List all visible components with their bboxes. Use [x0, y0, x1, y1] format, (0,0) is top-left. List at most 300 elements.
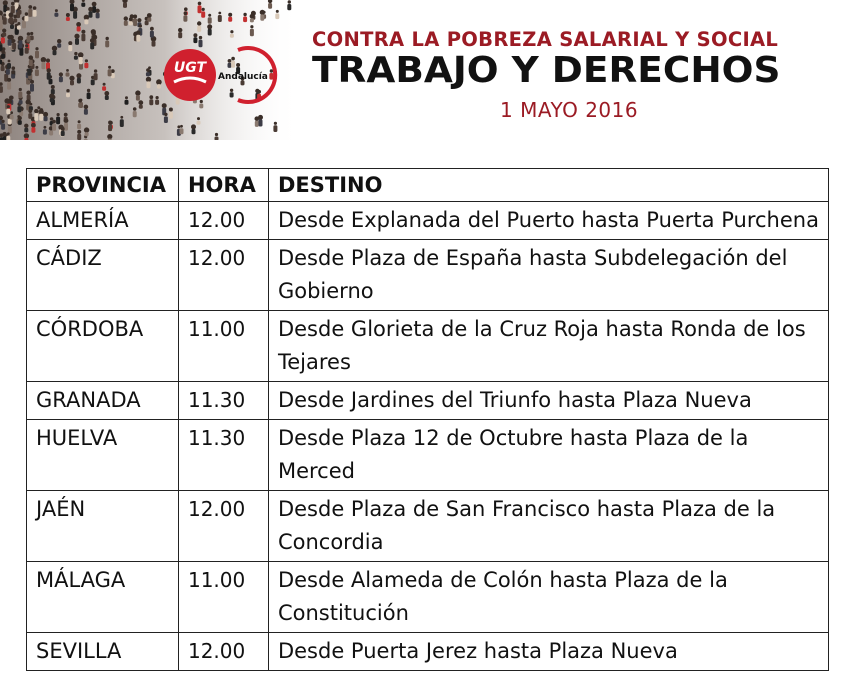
crowd-figure-head [78, 52, 84, 58]
crowd-figure-head [55, 9, 58, 12]
crowd-figure-head [250, 14, 255, 19]
crowd-figure-body [1, 123, 5, 129]
crowd-figure-head [198, 2, 202, 6]
crowd-figure-head [108, 121, 112, 125]
crowd-figure-head [59, 72, 63, 76]
crowd-figure-head [18, 116, 22, 120]
crowd-figure-body [287, 4, 291, 10]
crowd-figure-head [3, 14, 6, 17]
crowd-figure-head [258, 115, 263, 120]
crowd-figure-body [53, 50, 57, 55]
schedule-table [26, 168, 829, 671]
crowd-figure-body [94, 73, 98, 80]
cell-destino: Desde Puerta Jerez hasta Plaza Nueva [268, 633, 828, 671]
cell-provincia: MÁLAGA [27, 562, 179, 633]
crowd-figure-body [180, 128, 184, 134]
crowd-figure-body [152, 41, 156, 47]
crowd-figure-head [3, 0, 8, 5]
crowd-figure-body [27, 36, 31, 43]
crowd-figure-head [136, 30, 141, 35]
crowd-figure-head [44, 126, 47, 129]
header-banner [0, 0, 851, 140]
crowd-figure-body [197, 121, 201, 125]
header-date: 1 MAYO 2016 [500, 98, 639, 122]
cell-provincia: CÓRDOBA [27, 311, 179, 382]
crowd-figure-head [52, 46, 57, 51]
crowd-figure-head [288, 0, 291, 3]
crowd-figure-head [78, 120, 81, 123]
crowd-figure-head [52, 120, 56, 124]
crowd-figure-head [146, 77, 151, 82]
header-title: TRABAJO Y DERECHOS [312, 50, 781, 91]
crowd-figure-head [64, 113, 68, 117]
crowd-figure-head [202, 8, 205, 11]
cell-destino: Desde Plaza 12 de Octubre hasta Plaza de la Merced [268, 420, 828, 491]
crowd-figure-head [137, 18, 141, 22]
table-row [27, 420, 829, 491]
crowd-figure-body [77, 26, 81, 31]
crowd-figure-body [13, 18, 17, 22]
crowd-figure-body [0, 60, 2, 65]
crowd-figure-body [125, 100, 129, 105]
crowd-figure-head [164, 113, 167, 116]
crowd-figure-body [96, 13, 100, 19]
cell-destino: Desde Explanada del Puerto hasta Puerta Purchena [268, 202, 828, 240]
crowd-figure-body [273, 125, 277, 132]
crowd-figure-body [0, 23, 3, 30]
crowd-figure-body [11, 74, 15, 78]
crowd-figure-body [275, 13, 279, 19]
crowd-figure-head [133, 107, 137, 111]
crowd-figure-head [180, 125, 183, 128]
column-header-hora: HORA [178, 169, 268, 202]
cell-provincia: SEVILLA [27, 633, 179, 671]
crowd-figure-head [69, 76, 74, 81]
crowd-figure-head [1, 120, 4, 123]
ugt-logo [160, 44, 280, 106]
crowd-figure-body [84, 19, 88, 24]
crowd-figure-head [94, 69, 97, 72]
table-row [27, 311, 829, 382]
crowd-figure-head [103, 83, 106, 86]
crowd-figure-body [19, 40, 23, 48]
crowd-figure-head [74, 52, 77, 55]
crowd-figure-body [108, 69, 112, 76]
cell-hora: 12.00 [178, 491, 268, 562]
crowd-figure-head [11, 2, 15, 6]
crowd-figure-head [215, 133, 218, 136]
crowd-figure-body [1, 37, 5, 43]
crowd-figure-body [208, 29, 212, 36]
crowd-figure-head [156, 96, 159, 99]
crowd-figure-body [136, 95, 140, 101]
crowd-figure-body [139, 105, 143, 109]
crowd-figure-head [29, 55, 34, 60]
crowd-figure-head [7, 99, 12, 104]
crowd-figure-body [268, 3, 272, 9]
crowd-figure-body [57, 43, 61, 48]
crowd-figure-body [12, 43, 16, 50]
crowd-figure-head [177, 125, 180, 128]
crowd-figure-body [133, 111, 137, 117]
crowd-figure-head [218, 12, 221, 15]
crowd-figure-body [218, 15, 222, 22]
crowd-figure-head [193, 33, 197, 37]
crowd-figure-body [197, 26, 201, 32]
crowd-figure-body [24, 128, 28, 133]
logo-text: UGT [173, 60, 207, 76]
crowd-figure-body [30, 84, 34, 92]
crowd-figure-body [0, 86, 3, 93]
cell-hora: 11.30 [178, 420, 268, 491]
crowd-figure-head [135, 90, 140, 95]
crowd-figure-head [7, 105, 10, 108]
crowd-figure-head [197, 21, 201, 25]
crowd-figure-body [66, 72, 70, 76]
crowd-figure-body [19, 100, 23, 104]
crowd-figure-head [19, 88, 22, 91]
crowd-figure-head [6, 7, 9, 10]
crowd-figure-head [78, 99, 82, 103]
table-row [27, 633, 829, 671]
crowd-figure-head [178, 28, 182, 32]
header-subtitle: CONTRA LA POBREZA SALARIAL Y SOCIAL [312, 28, 779, 51]
crowd-figure-body [19, 48, 23, 56]
crowd-figure-body [49, 130, 53, 135]
crowd-figure-body [17, 26, 21, 30]
crowd-figure-head [146, 68, 150, 72]
crowd-figure-head [47, 68, 51, 72]
crowd-figure-head [31, 123, 36, 128]
crowd-figure-body [108, 125, 112, 132]
table-row [27, 562, 829, 633]
crowd-figure-body [7, 63, 11, 69]
crowd-figure-body [228, 17, 232, 22]
crowd-figure-body [105, 41, 109, 48]
column-header-destino: DESTINO [268, 169, 828, 202]
crowd-figure-head [18, 36, 23, 41]
crowd-figure-body [6, 69, 10, 75]
crowd-figure-body [10, 25, 14, 29]
table-row [27, 491, 829, 562]
crowd-figure-body [155, 100, 159, 105]
crowd-figure-body [89, 11, 93, 18]
crowd-figure-head [150, 27, 154, 31]
crowd-figure-head [34, 109, 38, 113]
crowd-figure-head [197, 117, 200, 120]
crowd-figure-head [85, 59, 88, 62]
crowd-figure-head [184, 11, 188, 15]
crowd-figure-head [199, 36, 202, 39]
crowd-figure-head [35, 66, 38, 69]
cell-hora: 11.00 [178, 311, 268, 382]
crowd-figure-body [102, 86, 106, 91]
crowd-figure-head [24, 124, 28, 128]
crowd-figure-body [91, 79, 95, 85]
crowd-figure-body [136, 35, 140, 42]
crowd-figure-body [90, 43, 94, 50]
table-row [27, 240, 829, 311]
crowd-figure-body [178, 32, 182, 38]
cell-destino: Desde Plaza de San Francisco hasta Plaza de la Concordia [268, 491, 828, 562]
crowd-figure-body [259, 119, 263, 126]
crowd-figure-body [24, 138, 28, 140]
crowd-figure-body [7, 82, 11, 90]
crowd-figure-head [276, 10, 279, 13]
crowd-figure-head [25, 44, 28, 47]
crowd-figure-body [146, 72, 150, 76]
crowd-figure-body [54, 13, 58, 17]
crowd-figure-body [70, 4, 74, 12]
crowd-figure-body [59, 77, 63, 83]
crowd-figure-body [208, 17, 212, 23]
crowd-figure-body [35, 51, 39, 59]
crowd-figure-body [39, 114, 43, 121]
crowd-figure-body [22, 21, 26, 29]
crowd-figure-body [230, 34, 234, 38]
crowd-figure-body [120, 119, 124, 127]
crowd-figure-head [250, 25, 253, 28]
crowd-figure-head [230, 30, 233, 33]
crowd-figure-head [11, 70, 15, 74]
crowd-figure-head [274, 122, 277, 125]
crowd-figure-head [30, 80, 34, 84]
crowd-figure-head [66, 89, 69, 92]
crowd-figure-head [7, 78, 11, 82]
crowd-figure-head [57, 39, 61, 43]
cell-hora: 11.30 [178, 382, 268, 420]
cell-destino: Desde Jardines del Triunfo hasta Plaza Nueva [268, 382, 828, 420]
column-header-provincia: PROVINCIA [27, 169, 179, 202]
crowd-figure-head [84, 15, 89, 20]
crowd-figure-body [56, 117, 60, 125]
crowd-figure-head [147, 13, 152, 18]
crowd-figure-body [243, 17, 247, 23]
crowd-figure-body [123, 3, 127, 8]
crowd-figure-head [66, 69, 69, 72]
crowd-figure-body [169, 112, 173, 119]
cell-hora: 12.00 [178, 240, 268, 311]
crowd-figure-head [106, 37, 109, 40]
crowd-figure-body [77, 124, 81, 130]
crowd-figure-head [2, 29, 6, 33]
crowd-figure-body [29, 60, 33, 66]
crowd-figure-head [84, 105, 89, 110]
crowd-figure-body [201, 11, 205, 17]
crowd-figure-body [52, 124, 56, 131]
crowd-figure-head [207, 24, 212, 29]
crowd-figure-body [68, 45, 72, 51]
cell-provincia: GRANADA [27, 382, 179, 420]
crowd-figure-body [66, 93, 70, 98]
crowd-figure-body [150, 31, 154, 38]
cell-hora: 12.00 [178, 633, 268, 671]
crowd-figure-body [183, 15, 187, 22]
crowd-figure-head [13, 39, 16, 42]
crowd-figure-head [74, 34, 79, 39]
crowd-figure-head [1, 50, 5, 54]
cell-provincia: JAÉN [27, 491, 179, 562]
crowd-figure-head [108, 66, 111, 69]
table-row [27, 382, 829, 420]
crowd-figure-head [138, 100, 143, 105]
crowd-figure-head [76, 73, 81, 78]
crowd-figure-body [33, 10, 37, 17]
crowd-figure-head [139, 24, 142, 27]
crowd-figure-body [124, 21, 128, 26]
crowd-figure-head [92, 2, 97, 7]
crowd-figure-head [90, 38, 95, 43]
crowd-figure-head [18, 6, 21, 9]
crowd-figure-body [147, 18, 151, 22]
crowd-figure-head [107, 134, 112, 139]
crowd-figure-body [193, 37, 197, 43]
crowd-figure-head [125, 96, 128, 99]
cell-destino: Desde Plaza de España hasta Subdelegación del Gobierno [268, 240, 828, 311]
crowd-figure-body [164, 116, 168, 123]
crowd-figure-head [7, 132, 10, 135]
crowd-figure-body [192, 129, 196, 134]
crowd-figure-head [27, 32, 31, 36]
crowd-figure-body [6, 109, 10, 115]
crowd-figure-body [1, 54, 5, 59]
crowd-figure-body [9, 17, 13, 24]
crowd-figure-body [149, 99, 153, 105]
crowd-figure-body [147, 81, 151, 88]
crowd-figure-head [30, 103, 33, 106]
crowd-figure-body [44, 116, 48, 121]
crowd-figure-body [84, 63, 88, 68]
crowd-figure-body [129, 21, 133, 25]
crowd-figure-body [28, 9, 32, 17]
crowd-figure-body [6, 136, 10, 140]
cell-provincia: CÁDIZ [27, 240, 179, 311]
crowd-figure-head [35, 47, 38, 50]
crowd-figure-body [61, 131, 65, 136]
crowd-figure-body [0, 15, 2, 23]
crowd-figure-head [57, 113, 60, 116]
crowd-figure-body [66, 17, 70, 21]
crowd-figure-head [208, 14, 211, 17]
crowd-figure-head [129, 17, 133, 21]
cell-provincia: ALMERÍA [27, 202, 179, 240]
crowd-figure-body [47, 72, 51, 79]
cell-provincia: HUELVA [27, 420, 179, 491]
crowd-figure-body [17, 106, 21, 112]
crowd-figure-head [120, 116, 123, 119]
crowd-figure-head [9, 13, 14, 18]
crowd-figure-body [84, 109, 88, 115]
crowd-figure-body [25, 48, 29, 54]
crowd-figure-head [133, 15, 137, 19]
crowd-figure-head [24, 133, 29, 138]
crowd-figure-head [28, 109, 32, 113]
crowd-figure-head [68, 41, 72, 45]
crowd-figure-body [18, 10, 22, 15]
crowd-figure-body [18, 120, 22, 125]
crowd-figure-head [12, 66, 16, 70]
crowd-figure-head [184, 7, 188, 11]
crowd-figure-body [3, 17, 7, 25]
crowd-figure-head [46, 59, 50, 63]
crowd-figure-body [70, 80, 74, 85]
crowd-figure-head [33, 6, 37, 10]
crowd-figure-head [43, 112, 48, 117]
crowd-figure-body [11, 6, 15, 14]
logo-region: Andalucía [218, 72, 268, 82]
crowd-figure-body [8, 39, 12, 46]
crowd-figure-head [66, 13, 70, 17]
crowd-figure-head [13, 15, 17, 19]
crowd-figure-head [84, 127, 89, 132]
crowd-figure-head [7, 35, 12, 40]
crowd-figure-head [41, 57, 46, 62]
crowd-figure-body [105, 95, 109, 100]
crowd-figure-body [34, 113, 38, 121]
crowd-figure-body [24, 16, 28, 21]
crowd-figure-body [250, 29, 254, 37]
crowd-figure-body [0, 137, 3, 140]
crowd-figure-body [87, 93, 91, 100]
crowd-figure-body [2, 33, 6, 37]
crowd-figure-head [149, 95, 153, 99]
crowd-figure-body [255, 121, 259, 127]
cell-destino: Desde Glorieta de la Cruz Roja hasta Ronda de los Tejares [268, 311, 828, 382]
crowd-figure-head [228, 13, 232, 17]
crowd-figure-head [25, 12, 28, 15]
crowd-figure-head [87, 89, 90, 92]
crowd-figure-body [77, 134, 81, 140]
crowd-figure-head [191, 124, 196, 129]
crowd-figure-body [73, 11, 77, 18]
crowd-figure-head [8, 60, 11, 63]
crowd-figure-body [198, 5, 202, 13]
crowd-figure-head [49, 94, 54, 99]
crowd-figure-body [28, 113, 32, 119]
crowd-figure-body [81, 34, 85, 42]
crowd-figure-body [50, 98, 54, 102]
crowd-figure-body [77, 78, 81, 84]
crowd-figure-body [78, 103, 82, 108]
crowd-figure-head [64, 118, 69, 123]
crowd-figure-head [124, 16, 128, 20]
crowd-figure-head [88, 7, 93, 12]
crowd-figure-body [43, 129, 47, 134]
crowd-figure-body [27, 69, 31, 76]
cell-hora: 12.00 [178, 202, 268, 240]
cell-destino: Desde Alameda de Colón hasta Plaza de la Constitución [268, 562, 828, 633]
crowd-figure-head [17, 22, 20, 25]
crowd-figure-body [250, 18, 254, 22]
crowd-figure-body [81, 3, 85, 7]
crowd-figure-head [169, 108, 173, 112]
cell-hora: 11.00 [178, 562, 268, 633]
crowd-figure-body [215, 137, 219, 141]
crowd-figure-head [61, 127, 65, 131]
crowd-figure-body [1, 66, 5, 71]
table-row [27, 202, 829, 240]
crowd-figure-body [41, 62, 45, 69]
crowd-figure-head [243, 13, 246, 16]
crowd-figure-body [18, 92, 22, 99]
crowd-figure-body [35, 69, 39, 76]
crowd-figure-head [77, 130, 81, 134]
crowd-figure-head [28, 5, 32, 9]
crowd-figure-body [85, 132, 89, 136]
crowd-figure-head [26, 91, 30, 95]
crowd-figure-body [74, 56, 78, 60]
crowd-figure-body [31, 127, 35, 133]
